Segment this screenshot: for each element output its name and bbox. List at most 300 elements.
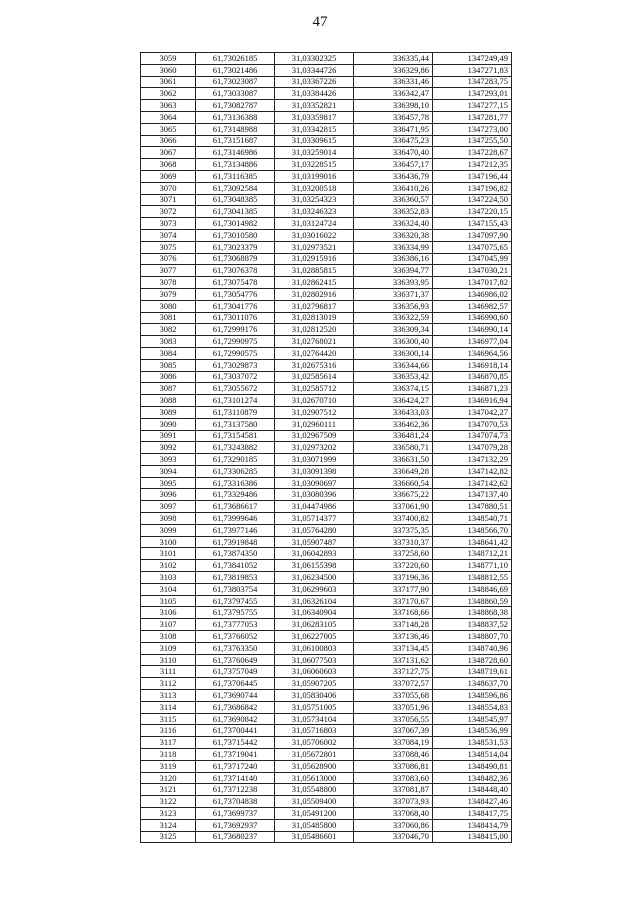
longitude-cell: 31,02675316 bbox=[275, 359, 354, 371]
point-number-cell: 3082 bbox=[141, 324, 196, 336]
y-coordinate-cell: 1347196,82 bbox=[433, 182, 512, 194]
longitude-cell: 31,02915916 bbox=[275, 253, 354, 265]
table-row bbox=[141, 442, 512, 454]
longitude-cell: 31,03344726 bbox=[275, 64, 354, 76]
longitude-cell: 31,05764280 bbox=[275, 524, 354, 536]
longitude-cell: 31,06042893 bbox=[275, 548, 354, 560]
y-coordinate-cell: 1346986,02 bbox=[433, 288, 512, 300]
point-number-cell: 3061 bbox=[141, 76, 196, 88]
x-coordinate-cell: 336386,16 bbox=[354, 253, 433, 265]
latitude-cell: 61,73819853 bbox=[196, 572, 275, 584]
y-coordinate-cell: 1347045,99 bbox=[433, 253, 512, 265]
y-coordinate-cell: 1347030,21 bbox=[433, 265, 512, 277]
point-number-cell: 3087 bbox=[141, 383, 196, 395]
y-coordinate-cell: 1348740,96 bbox=[433, 642, 512, 654]
latitude-cell: 61,73686842 bbox=[196, 701, 275, 713]
y-coordinate-cell: 1348860,59 bbox=[433, 595, 512, 607]
latitude-cell: 61,73054776 bbox=[196, 288, 275, 300]
x-coordinate-cell: 336410,26 bbox=[354, 182, 433, 194]
point-number-cell: 3059 bbox=[141, 53, 196, 65]
table-row bbox=[141, 194, 512, 206]
y-coordinate-cell: 1348490,81 bbox=[433, 760, 512, 772]
x-coordinate-cell: 336433,03 bbox=[354, 406, 433, 418]
y-coordinate-cell: 1348536,99 bbox=[433, 725, 512, 737]
table-row bbox=[141, 300, 512, 312]
table-row bbox=[141, 123, 512, 135]
point-number-cell: 3078 bbox=[141, 277, 196, 289]
x-coordinate-cell: 336393,95 bbox=[354, 277, 433, 289]
longitude-cell: 31,03384426 bbox=[275, 88, 354, 100]
y-coordinate-cell: 1347075,65 bbox=[433, 241, 512, 253]
point-number-cell: 3101 bbox=[141, 548, 196, 560]
x-coordinate-cell: 337148,28 bbox=[354, 619, 433, 631]
y-coordinate-cell: 1348641,42 bbox=[433, 536, 512, 548]
latitude-cell: 61,73037072 bbox=[196, 371, 275, 383]
latitude-cell: 61,73154581 bbox=[196, 430, 275, 442]
x-coordinate-cell: 336309,34 bbox=[354, 324, 433, 336]
longitude-cell: 31,03302325 bbox=[275, 53, 354, 65]
latitude-cell: 61,73033087 bbox=[196, 88, 275, 100]
latitude-cell: 61,73919848 bbox=[196, 536, 275, 548]
longitude-cell: 31,03309615 bbox=[275, 135, 354, 147]
longitude-cell: 31,02813019 bbox=[275, 312, 354, 324]
y-coordinate-cell: 1347070,53 bbox=[433, 418, 512, 430]
y-coordinate-cell: 1348807,70 bbox=[433, 631, 512, 643]
table-row bbox=[141, 206, 512, 218]
latitude-cell: 61,73797455 bbox=[196, 595, 275, 607]
y-coordinate-cell: 1347212,35 bbox=[433, 159, 512, 171]
table-row bbox=[141, 501, 512, 513]
x-coordinate-cell: 337088,46 bbox=[354, 749, 433, 761]
latitude-cell: 61,73690744 bbox=[196, 690, 275, 702]
y-coordinate-cell: 1347281,77 bbox=[433, 111, 512, 123]
latitude-cell: 61,73777053 bbox=[196, 619, 275, 631]
table-row bbox=[141, 548, 512, 560]
x-coordinate-cell: 336470,40 bbox=[354, 147, 433, 159]
point-number-cell: 3060 bbox=[141, 64, 196, 76]
x-coordinate-cell: 336649,28 bbox=[354, 465, 433, 477]
latitude-cell: 61,73075478 bbox=[196, 277, 275, 289]
table-row bbox=[141, 607, 512, 619]
latitude-cell: 61,73014982 bbox=[196, 218, 275, 230]
y-coordinate-cell: 1348846,69 bbox=[433, 583, 512, 595]
table-row bbox=[141, 454, 512, 466]
x-coordinate-cell: 336322,59 bbox=[354, 312, 433, 324]
table-row bbox=[141, 395, 512, 407]
y-coordinate-cell: 1347277,15 bbox=[433, 100, 512, 112]
latitude-cell: 61,73151687 bbox=[196, 135, 275, 147]
table-row bbox=[141, 808, 512, 820]
table-row bbox=[141, 371, 512, 383]
longitude-cell: 31,02973521 bbox=[275, 241, 354, 253]
latitude-cell: 61,73068879 bbox=[196, 253, 275, 265]
y-coordinate-cell: 1346977,04 bbox=[433, 336, 512, 348]
longitude-cell: 31,02885815 bbox=[275, 265, 354, 277]
table-row bbox=[141, 336, 512, 348]
point-number-cell: 3109 bbox=[141, 642, 196, 654]
point-number-cell: 3063 bbox=[141, 100, 196, 112]
table-row bbox=[141, 595, 512, 607]
x-coordinate-cell: 336331,46 bbox=[354, 76, 433, 88]
longitude-cell: 31,03342815 bbox=[275, 123, 354, 135]
x-coordinate-cell: 336300,14 bbox=[354, 347, 433, 359]
latitude-cell: 61,73146986 bbox=[196, 147, 275, 159]
point-number-cell: 3120 bbox=[141, 772, 196, 784]
x-coordinate-cell: 336475,23 bbox=[354, 135, 433, 147]
point-number-cell: 3067 bbox=[141, 147, 196, 159]
y-coordinate-cell: 1348719,61 bbox=[433, 666, 512, 678]
longitude-cell: 31,05706002 bbox=[275, 737, 354, 749]
point-number-cell: 3098 bbox=[141, 513, 196, 525]
table-row bbox=[141, 147, 512, 159]
y-coordinate-cell: 1348514,04 bbox=[433, 749, 512, 761]
x-coordinate-cell: 337072,57 bbox=[354, 678, 433, 690]
y-coordinate-cell: 1346982,57 bbox=[433, 300, 512, 312]
point-number-cell: 3084 bbox=[141, 347, 196, 359]
longitude-cell: 31,05672801 bbox=[275, 749, 354, 761]
table-row bbox=[141, 749, 512, 761]
longitude-cell: 31,02967509 bbox=[275, 430, 354, 442]
longitude-cell: 31,02585712 bbox=[275, 383, 354, 395]
latitude-cell: 61,73092584 bbox=[196, 182, 275, 194]
latitude-cell: 61,73011076 bbox=[196, 312, 275, 324]
x-coordinate-cell: 337068,40 bbox=[354, 808, 433, 820]
y-coordinate-cell: 1348540,71 bbox=[433, 513, 512, 525]
x-coordinate-cell: 337055,68 bbox=[354, 690, 433, 702]
x-coordinate-cell: 336457,78 bbox=[354, 111, 433, 123]
longitude-cell: 31,03359817 bbox=[275, 111, 354, 123]
x-coordinate-cell: 336352,83 bbox=[354, 206, 433, 218]
latitude-cell: 61,73055672 bbox=[196, 383, 275, 395]
latitude-cell: 61,73704838 bbox=[196, 796, 275, 808]
latitude-cell: 61,73841052 bbox=[196, 560, 275, 572]
x-coordinate-cell: 336371,37 bbox=[354, 288, 433, 300]
table-row bbox=[141, 583, 512, 595]
x-coordinate-cell: 336660,54 bbox=[354, 477, 433, 489]
x-coordinate-cell: 336675,22 bbox=[354, 489, 433, 501]
table-row bbox=[141, 690, 512, 702]
longitude-cell: 31,06155398 bbox=[275, 560, 354, 572]
table-row bbox=[141, 76, 512, 88]
y-coordinate-cell: 1347017,82 bbox=[433, 277, 512, 289]
table-row bbox=[141, 560, 512, 572]
latitude-cell: 61,73977146 bbox=[196, 524, 275, 536]
point-number-cell: 3089 bbox=[141, 406, 196, 418]
latitude-cell: 61,73692937 bbox=[196, 819, 275, 831]
longitude-cell: 31,05548800 bbox=[275, 784, 354, 796]
point-number-cell: 3091 bbox=[141, 430, 196, 442]
table-row bbox=[141, 430, 512, 442]
point-number-cell: 3099 bbox=[141, 524, 196, 536]
x-coordinate-cell: 336481,24 bbox=[354, 430, 433, 442]
y-coordinate-cell: 1347137,40 bbox=[433, 489, 512, 501]
point-number-cell: 3079 bbox=[141, 288, 196, 300]
longitude-cell: 31,06100803 bbox=[275, 642, 354, 654]
longitude-cell: 31,03254323 bbox=[275, 194, 354, 206]
table-row bbox=[141, 277, 512, 289]
coordinates-table bbox=[140, 52, 512, 843]
longitude-cell: 31,05613000 bbox=[275, 772, 354, 784]
table-row bbox=[141, 760, 512, 772]
y-coordinate-cell: 1347273,00 bbox=[433, 123, 512, 135]
latitude-cell: 61,72990975 bbox=[196, 336, 275, 348]
longitude-cell: 31,02670710 bbox=[275, 395, 354, 407]
y-coordinate-cell: 1347220,15 bbox=[433, 206, 512, 218]
longitude-cell: 31,06227005 bbox=[275, 631, 354, 643]
point-number-cell: 3068 bbox=[141, 159, 196, 171]
point-number-cell: 3121 bbox=[141, 784, 196, 796]
point-number-cell: 3110 bbox=[141, 654, 196, 666]
latitude-cell: 61,73026185 bbox=[196, 53, 275, 65]
latitude-cell: 61,73700441 bbox=[196, 725, 275, 737]
longitude-cell: 31,06077503 bbox=[275, 654, 354, 666]
point-number-cell: 3107 bbox=[141, 619, 196, 631]
x-coordinate-cell: 337067,39 bbox=[354, 725, 433, 737]
table-row bbox=[141, 111, 512, 123]
longitude-cell: 31,06326104 bbox=[275, 595, 354, 607]
latitude-cell: 61,73699737 bbox=[196, 808, 275, 820]
longitude-cell: 31,02802916 bbox=[275, 288, 354, 300]
y-coordinate-cell: 1348482,36 bbox=[433, 772, 512, 784]
y-coordinate-cell: 1346990,14 bbox=[433, 324, 512, 336]
point-number-cell: 3070 bbox=[141, 182, 196, 194]
y-coordinate-cell: 1347880,51 bbox=[433, 501, 512, 513]
table-row bbox=[141, 796, 512, 808]
table-row bbox=[141, 53, 512, 65]
longitude-cell: 31,02796817 bbox=[275, 300, 354, 312]
point-number-cell: 3095 bbox=[141, 477, 196, 489]
table-row bbox=[141, 347, 512, 359]
point-number-cell: 3115 bbox=[141, 713, 196, 725]
latitude-cell: 61,73076378 bbox=[196, 265, 275, 277]
latitude-cell: 61,73690842 bbox=[196, 713, 275, 725]
x-coordinate-cell: 337127,75 bbox=[354, 666, 433, 678]
longitude-cell: 31,03016022 bbox=[275, 229, 354, 241]
table-row bbox=[141, 784, 512, 796]
latitude-cell: 61,73714140 bbox=[196, 772, 275, 784]
longitude-cell: 31,05509400 bbox=[275, 796, 354, 808]
table-row bbox=[141, 383, 512, 395]
latitude-cell: 61,73760649 bbox=[196, 654, 275, 666]
y-coordinate-cell: 1347228,67 bbox=[433, 147, 512, 159]
x-coordinate-cell: 337400,82 bbox=[354, 513, 433, 525]
latitude-cell: 61,73999646 bbox=[196, 513, 275, 525]
point-number-cell: 3111 bbox=[141, 666, 196, 678]
longitude-cell: 31,05907205 bbox=[275, 678, 354, 690]
latitude-cell: 61,73041385 bbox=[196, 206, 275, 218]
point-number-cell: 3075 bbox=[141, 241, 196, 253]
point-number-cell: 3104 bbox=[141, 583, 196, 595]
table-row bbox=[141, 572, 512, 584]
y-coordinate-cell: 1347074,73 bbox=[433, 430, 512, 442]
y-coordinate-cell: 1348417,75 bbox=[433, 808, 512, 820]
x-coordinate-cell: 337051,96 bbox=[354, 701, 433, 713]
y-coordinate-cell: 1348837,52 bbox=[433, 619, 512, 631]
table-row bbox=[141, 170, 512, 182]
x-coordinate-cell: 337168,66 bbox=[354, 607, 433, 619]
longitude-cell: 31,05716803 bbox=[275, 725, 354, 737]
point-number-cell: 3097 bbox=[141, 501, 196, 513]
x-coordinate-cell: 337136,46 bbox=[354, 631, 433, 643]
table-row bbox=[141, 288, 512, 300]
y-coordinate-cell: 1346918,14 bbox=[433, 359, 512, 371]
latitude-cell: 61,73306285 bbox=[196, 465, 275, 477]
y-coordinate-cell: 1346871,23 bbox=[433, 383, 512, 395]
x-coordinate-cell: 337258,60 bbox=[354, 548, 433, 560]
longitude-cell: 31,05734104 bbox=[275, 713, 354, 725]
longitude-cell: 31,05751005 bbox=[275, 701, 354, 713]
point-number-cell: 3125 bbox=[141, 831, 196, 843]
longitude-cell: 31,03090697 bbox=[275, 477, 354, 489]
y-coordinate-cell: 1348554,83 bbox=[433, 701, 512, 713]
latitude-cell: 61,73329486 bbox=[196, 489, 275, 501]
point-number-cell: 3096 bbox=[141, 489, 196, 501]
table-row bbox=[141, 135, 512, 147]
longitude-cell: 31,02960111 bbox=[275, 418, 354, 430]
table-row bbox=[141, 772, 512, 784]
x-coordinate-cell: 337060,86 bbox=[354, 819, 433, 831]
table-row bbox=[141, 418, 512, 430]
y-coordinate-cell: 1348637,70 bbox=[433, 678, 512, 690]
y-coordinate-cell: 1347042,27 bbox=[433, 406, 512, 418]
latitude-cell: 61,73795755 bbox=[196, 607, 275, 619]
x-coordinate-cell: 336353,42 bbox=[354, 371, 433, 383]
longitude-cell: 31,04474986 bbox=[275, 501, 354, 513]
latitude-cell: 61,72999176 bbox=[196, 324, 275, 336]
table-row bbox=[141, 678, 512, 690]
point-number-cell: 3074 bbox=[141, 229, 196, 241]
x-coordinate-cell: 337177,90 bbox=[354, 583, 433, 595]
longitude-cell: 31,03200518 bbox=[275, 182, 354, 194]
table-row bbox=[141, 64, 512, 76]
y-coordinate-cell: 1347283,75 bbox=[433, 76, 512, 88]
point-number-cell: 3073 bbox=[141, 218, 196, 230]
x-coordinate-cell: 337086,81 bbox=[354, 760, 433, 772]
y-coordinate-cell: 1346916,94 bbox=[433, 395, 512, 407]
point-number-cell: 3123 bbox=[141, 808, 196, 820]
x-coordinate-cell: 337196,36 bbox=[354, 572, 433, 584]
x-coordinate-cell: 337061,90 bbox=[354, 501, 433, 513]
point-number-cell: 3076 bbox=[141, 253, 196, 265]
y-coordinate-cell: 1348812,55 bbox=[433, 572, 512, 584]
x-coordinate-cell: 337084,19 bbox=[354, 737, 433, 749]
y-coordinate-cell: 1347271,83 bbox=[433, 64, 512, 76]
longitude-cell: 31,03259014 bbox=[275, 147, 354, 159]
x-coordinate-cell: 336374,15 bbox=[354, 383, 433, 395]
page-number: 47 bbox=[312, 14, 328, 30]
table-row bbox=[141, 619, 512, 631]
point-number-cell: 3080 bbox=[141, 300, 196, 312]
latitude-cell: 61,73717240 bbox=[196, 760, 275, 772]
latitude-cell: 61,73763350 bbox=[196, 642, 275, 654]
point-number-cell: 3092 bbox=[141, 442, 196, 454]
point-number-cell: 3105 bbox=[141, 595, 196, 607]
x-coordinate-cell: 336398,10 bbox=[354, 100, 433, 112]
y-coordinate-cell: 1348448,40 bbox=[433, 784, 512, 796]
point-number-cell: 3113 bbox=[141, 690, 196, 702]
table-row bbox=[141, 253, 512, 265]
latitude-cell: 61,73712238 bbox=[196, 784, 275, 796]
y-coordinate-cell: 1348712,21 bbox=[433, 548, 512, 560]
x-coordinate-cell: 337073,93 bbox=[354, 796, 433, 808]
table-row bbox=[141, 513, 512, 525]
point-number-cell: 3090 bbox=[141, 418, 196, 430]
latitude-cell: 61,72990575 bbox=[196, 347, 275, 359]
longitude-cell: 31,05491200 bbox=[275, 808, 354, 820]
point-number-cell: 3064 bbox=[141, 111, 196, 123]
x-coordinate-cell: 336300,40 bbox=[354, 336, 433, 348]
x-coordinate-cell: 336334,99 bbox=[354, 241, 433, 253]
longitude-cell: 31,03124724 bbox=[275, 218, 354, 230]
longitude-cell: 31,02907512 bbox=[275, 406, 354, 418]
latitude-cell: 61,73082787 bbox=[196, 100, 275, 112]
latitude-cell: 61,73029873 bbox=[196, 359, 275, 371]
y-coordinate-cell: 1348545,97 bbox=[433, 713, 512, 725]
point-number-cell: 3122 bbox=[141, 796, 196, 808]
table-row bbox=[141, 229, 512, 241]
point-number-cell: 3100 bbox=[141, 536, 196, 548]
longitude-cell: 31,03080396 bbox=[275, 489, 354, 501]
latitude-cell: 61,73010580 bbox=[196, 229, 275, 241]
longitude-cell: 31,05714377 bbox=[275, 513, 354, 525]
longitude-cell: 31,05628900 bbox=[275, 760, 354, 772]
latitude-cell: 61,73101274 bbox=[196, 395, 275, 407]
longitude-cell: 31,06060603 bbox=[275, 666, 354, 678]
table-row bbox=[141, 819, 512, 831]
y-coordinate-cell: 1347293,01 bbox=[433, 88, 512, 100]
point-number-cell: 3114 bbox=[141, 701, 196, 713]
point-number-cell: 3062 bbox=[141, 88, 196, 100]
point-number-cell: 3071 bbox=[141, 194, 196, 206]
x-coordinate-cell: 336436,79 bbox=[354, 170, 433, 182]
table-row bbox=[141, 465, 512, 477]
point-number-cell: 3116 bbox=[141, 725, 196, 737]
y-coordinate-cell: 1347196,44 bbox=[433, 170, 512, 182]
y-coordinate-cell: 1347224,50 bbox=[433, 194, 512, 206]
point-number-cell: 3119 bbox=[141, 760, 196, 772]
longitude-cell: 31,06234500 bbox=[275, 572, 354, 584]
longitude-cell: 31,02973202 bbox=[275, 442, 354, 454]
latitude-cell: 61,73757049 bbox=[196, 666, 275, 678]
y-coordinate-cell: 1346964,56 bbox=[433, 347, 512, 359]
y-coordinate-cell: 1346870,85 bbox=[433, 371, 512, 383]
table-row bbox=[141, 359, 512, 371]
longitude-cell: 31,06299603 bbox=[275, 583, 354, 595]
latitude-cell: 61,73874350 bbox=[196, 548, 275, 560]
x-coordinate-cell: 337220,60 bbox=[354, 560, 433, 572]
table-row bbox=[141, 489, 512, 501]
table-row bbox=[141, 701, 512, 713]
x-coordinate-cell: 337056,55 bbox=[354, 713, 433, 725]
x-coordinate-cell: 336631,50 bbox=[354, 454, 433, 466]
point-number-cell: 3065 bbox=[141, 123, 196, 135]
longitude-cell: 31,05907487 bbox=[275, 536, 354, 548]
x-coordinate-cell: 337375,35 bbox=[354, 524, 433, 536]
point-number-cell: 3103 bbox=[141, 572, 196, 584]
table-row bbox=[141, 642, 512, 654]
x-coordinate-cell: 336342,47 bbox=[354, 88, 433, 100]
x-coordinate-cell: 336324,40 bbox=[354, 218, 433, 230]
latitude-cell: 61,73023379 bbox=[196, 241, 275, 253]
latitude-cell: 61,73116385 bbox=[196, 170, 275, 182]
latitude-cell: 61,73719041 bbox=[196, 749, 275, 761]
latitude-cell: 61,73136388 bbox=[196, 111, 275, 123]
x-coordinate-cell: 336329,86 bbox=[354, 64, 433, 76]
longitude-cell: 31,03228515 bbox=[275, 159, 354, 171]
longitude-cell: 31,02585614 bbox=[275, 371, 354, 383]
table-row bbox=[141, 536, 512, 548]
table-row bbox=[141, 241, 512, 253]
